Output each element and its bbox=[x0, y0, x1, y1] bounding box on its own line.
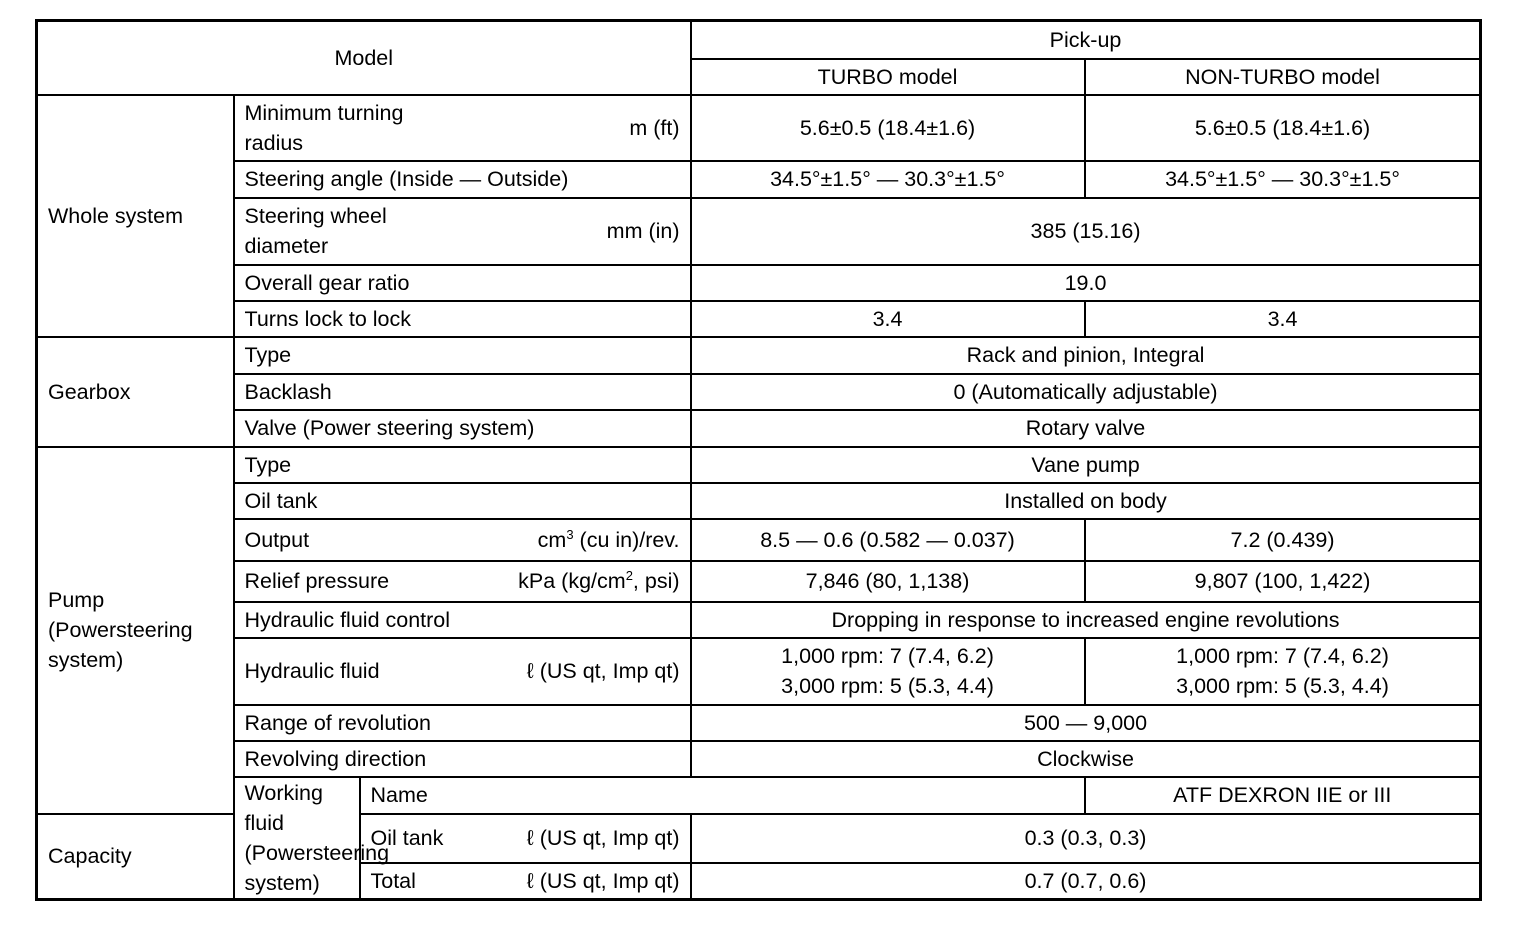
table-row bbox=[37, 95, 1481, 161]
oil-tank-label: Oil tank bbox=[234, 483, 691, 519]
nonturbo-header: NON-TURBO model bbox=[1085, 59, 1481, 95]
wheel-diameter-value: 385 (15.16) bbox=[691, 198, 1481, 265]
revolving-direction-label: Revolving direction bbox=[234, 741, 691, 777]
table-row bbox=[37, 447, 1481, 483]
relief-nonturbo: 9,807 (100, 1,422) bbox=[1085, 561, 1481, 602]
capacity-oil-tank-unit: ℓ (US qt, Imp qt) bbox=[526, 826, 680, 851]
relief-turbo: 7,846 (80, 1,138) bbox=[691, 561, 1085, 602]
table-row bbox=[37, 519, 1481, 561]
wheel-diameter-unit: mm (in) bbox=[606, 219, 680, 243]
capacity-oil-tank-label: Oil tank bbox=[370, 826, 444, 851]
turns-turbo: 3.4 bbox=[691, 301, 1085, 337]
capacity-total-value: 0.7 (0.7, 0.6) bbox=[691, 863, 1481, 899]
hydraulic-fluid-label-cell bbox=[234, 638, 691, 705]
hydraulic-fluid-unit: ℓ (US qt, Imp qt) bbox=[526, 659, 680, 683]
wheel-diameter-label: Steering wheel diameter bbox=[244, 204, 387, 258]
wheel-diameter-label-cell bbox=[234, 198, 691, 265]
valve-value: Rotary valve bbox=[691, 410, 1481, 447]
revolution-range-label: Range of revolution bbox=[234, 705, 691, 741]
turning-radius-nonturbo: 5.6±0.5 (18.4±1.6) bbox=[1085, 95, 1481, 161]
turning-radius-turbo: 5.6±0.5 (18.4±1.6) bbox=[691, 95, 1085, 161]
turning-radius-label-cell bbox=[234, 95, 691, 161]
steering-angle-label: Steering angle (Inside — Outside) bbox=[234, 161, 691, 198]
table-row bbox=[37, 602, 1481, 638]
table-row bbox=[37, 638, 1481, 705]
table-row bbox=[37, 483, 1481, 519]
hydraulic-fluid-nonturbo-line2: 3,000 rpm: 5 (5.3, 4.4) bbox=[1176, 674, 1389, 698]
capacity-total-unit: ℓ (US qt, Imp qt) bbox=[526, 868, 680, 893]
working-fluid-group: Working fluid (Powersteering system) bbox=[234, 777, 360, 900]
gear-ratio-value: 19.0 bbox=[691, 265, 1481, 301]
table-row bbox=[37, 265, 1481, 301]
revolving-direction-value: Clockwise bbox=[691, 741, 1481, 777]
output-label: Output bbox=[244, 527, 310, 552]
fluid-control-label: Hydraulic fluid control bbox=[234, 602, 691, 638]
capacity-label: Capacity bbox=[37, 814, 234, 900]
output-label-cell bbox=[234, 519, 691, 561]
table-row bbox=[37, 705, 1481, 741]
turning-radius-unit: m (ft) bbox=[629, 115, 680, 140]
steering-angle-turbo: 34.5°±1.5° — 30.3°±1.5° bbox=[691, 161, 1085, 198]
output-turbo: 8.5 — 0.6 (0.582 — 0.037) bbox=[691, 519, 1085, 561]
whole-system-group: Whole system bbox=[37, 95, 234, 337]
pump-type-label: Type bbox=[234, 447, 691, 483]
pump-type-value: Vane pump bbox=[691, 447, 1481, 483]
hydraulic-fluid-nonturbo bbox=[1085, 638, 1481, 705]
output-nonturbo: 7.2 (0.439) bbox=[1085, 519, 1481, 561]
table-row bbox=[37, 741, 1481, 777]
revolution-range-value: 500 — 9,000 bbox=[691, 705, 1481, 741]
backlash-label: Backlash bbox=[234, 374, 691, 410]
turns-label: Turns lock to lock bbox=[234, 301, 691, 337]
model-header: Model bbox=[37, 21, 691, 95]
table-row bbox=[37, 561, 1481, 602]
capacity-total-cell bbox=[360, 863, 691, 899]
table-row bbox=[37, 777, 1481, 814]
table-row bbox=[37, 337, 1481, 374]
backlash-value: 0 (Automatically adjustable) bbox=[691, 374, 1481, 410]
relief-label-cell bbox=[234, 561, 691, 602]
table-row bbox=[37, 301, 1481, 337]
gear-ratio-label: Overall gear ratio bbox=[234, 265, 691, 301]
gearbox-type-label: Type bbox=[234, 337, 691, 374]
pickup-header: Pick-up bbox=[691, 21, 1481, 59]
hydraulic-fluid-nonturbo-line1: 1,000 rpm: 7 (7.4, 6.2) bbox=[1176, 644, 1389, 668]
table-row bbox=[37, 374, 1481, 410]
relief-label: Relief pressure bbox=[244, 569, 390, 593]
gearbox-type-value: Rack and pinion, Integral bbox=[691, 337, 1481, 374]
table-row bbox=[37, 198, 1481, 265]
relief-unit: kPa ($kg/cm^2$, psi) bbox=[518, 568, 680, 593]
fluid-name-value: ATF DEXRON IIE or III bbox=[1085, 777, 1481, 814]
hydraulic-fluid-turbo-line1: 1,000 rpm: 7 (7.4, 6.2) bbox=[781, 644, 994, 668]
gearbox-group: Gearbox bbox=[37, 337, 234, 447]
capacity-total-label: Total bbox=[370, 868, 416, 893]
capacity-oil-tank-cell bbox=[360, 814, 691, 864]
turbo-header: TURBO model bbox=[691, 59, 1085, 95]
oil-tank-value: Installed on body bbox=[691, 483, 1481, 519]
capacity-oil-tank-value: 0.3 (0.3, 0.3) bbox=[691, 814, 1481, 864]
hydraulic-fluid-turbo-line2: 3,000 rpm: 5 (5.3, 4.4) bbox=[781, 674, 994, 698]
fluid-control-value: Dropping in response to increased engine revolutions bbox=[691, 602, 1481, 638]
steering-angle-nonturbo: 34.5°±1.5° — 30.3°±1.5° bbox=[1085, 161, 1481, 198]
output-unit: $cm^3$ (cu in)/rev. bbox=[537, 526, 680, 552]
fluid-name-label: Name bbox=[360, 777, 1085, 814]
table-row bbox=[37, 410, 1481, 447]
hydraulic-fluid-label: Hydraulic fluid bbox=[244, 659, 380, 683]
valve-label: Valve (Power steering system) bbox=[234, 410, 691, 447]
turns-nonturbo: 3.4 bbox=[1085, 301, 1481, 337]
table-row bbox=[37, 161, 1481, 198]
specifications-table bbox=[35, 19, 1482, 901]
pump-group: Pump (Powersteering system) bbox=[37, 447, 234, 814]
header-row bbox=[37, 21, 1481, 59]
hydraulic-fluid-turbo bbox=[691, 638, 1085, 705]
turning-radius-label: Minimum turning radius bbox=[244, 100, 404, 155]
